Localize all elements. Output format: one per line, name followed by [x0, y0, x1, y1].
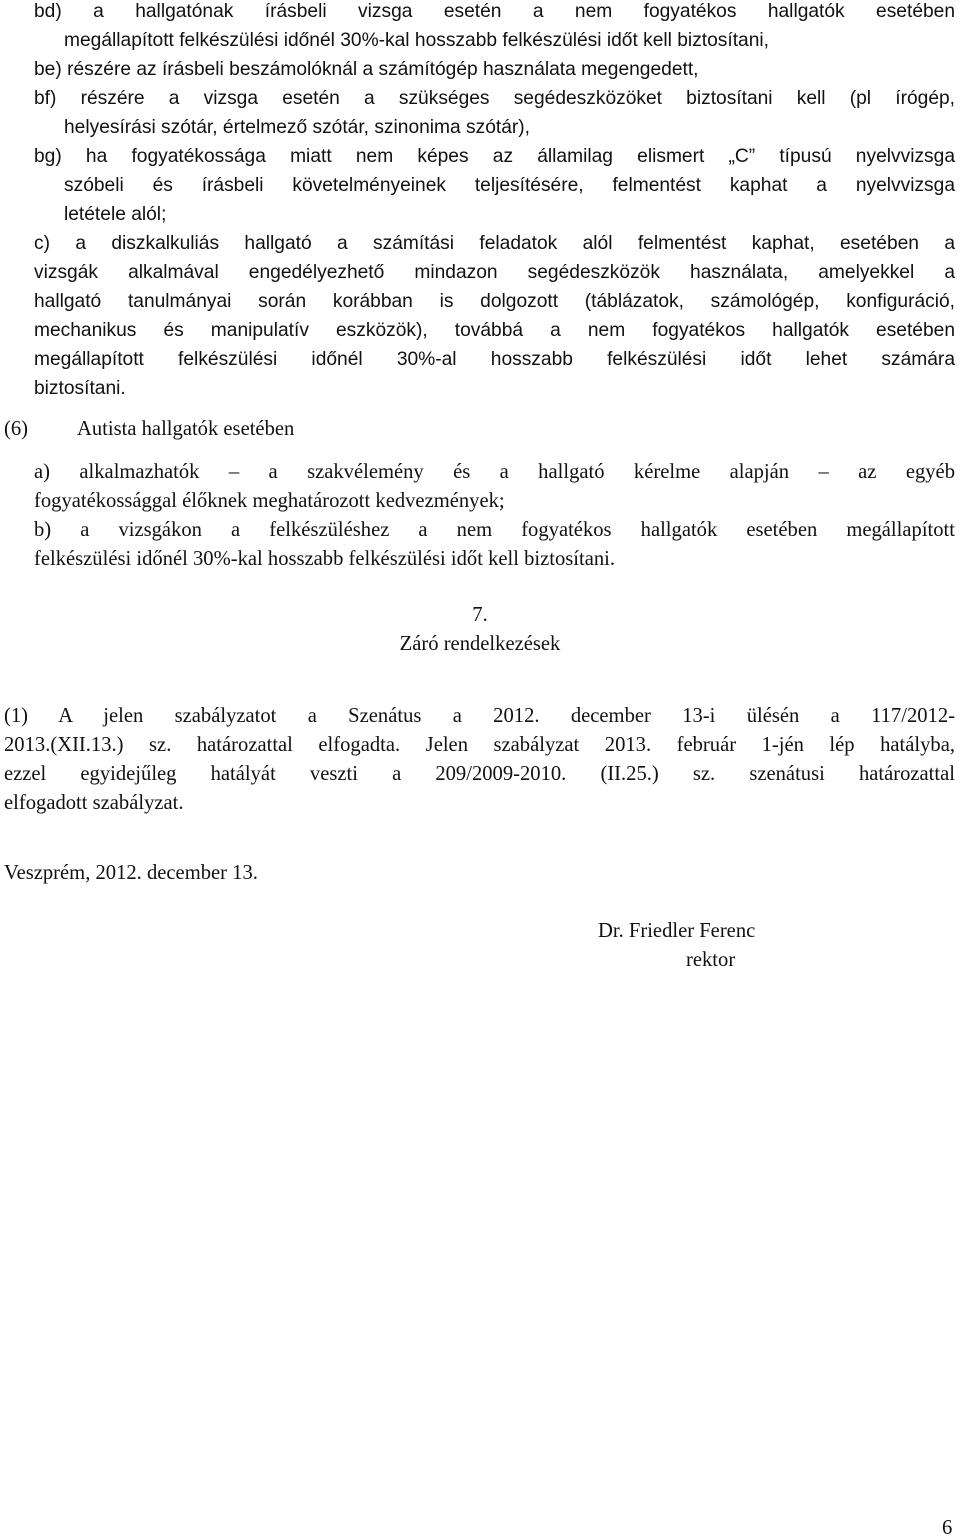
- autism-item-b-line-1: b) a vizsgákon a felkészüléshez a nem fogyatékos hallgatók esetében megállapított: [34, 519, 955, 541]
- paragraph-number: (6): [4, 418, 29, 440]
- section-number: 7.: [472, 604, 488, 626]
- autism-heading: Autista hallgatók esetében: [77, 418, 295, 440]
- item-bg-line-1: bg) ha fogyatékossága miatt nem képes az államilag elismert „C” típusú nyelvvizsga: [34, 146, 955, 167]
- item-bf-line-1: bf) részére a vizsga esetén a szükséges segédeszközöket biztosítani kell (pl írógép,: [34, 88, 955, 109]
- signatory-title: rektor: [686, 949, 736, 971]
- closing-para-line-1: (1) A jelen szabályzatot a Szenátus a 2012. december 13-i ülésén a 117/2012-: [4, 705, 955, 727]
- section-title: Záró rendelkezések: [399, 633, 561, 655]
- item-c-line-2: vizsgák alkalmával engedélyezhető mindazon segédeszközök használata, amelyekkel a: [34, 262, 955, 283]
- closing-para-line-3: ezzel egyidejűleg hatályát veszti a 209/2009-2010. (II.25.) sz. szenátusi határozattal: [4, 763, 955, 785]
- item-bf-line-2: helyesírási szótár, értelmező szótár, szinonima szótár),: [64, 117, 531, 138]
- item-c-line-5: megállapított felkészülési időnél 30%-al hosszabb felkészülési időt lehet számára: [34, 349, 955, 370]
- closing-para-line-4: elfogadott szabályzat.: [4, 792, 184, 814]
- closing-para-line-2: 2013.(XII.13.) sz. határozattal elfogadta. Jelen szabályzat 2013. február 1-jén lép hatályba,: [4, 734, 955, 756]
- item-bd-line-2: megállapított felkészülési időnél 30%-kal hosszabb felkészülési időt kell biztosítani,: [64, 30, 769, 51]
- autism-item-a-line-1: a) alkalmazhatók – a szakvélemény és a hallgató kérelme alapján – az egyéb: [34, 461, 955, 483]
- signatory-name: Dr. Friedler Ferenc: [598, 920, 756, 942]
- place-date: Veszprém, 2012. december 13.: [4, 862, 258, 884]
- item-bd-line-1: bd) a hallgatónak írásbeli vizsga esetén a nem fogyatékos hallgatók esetében: [34, 1, 955, 22]
- item-c-line-6: biztosítani.: [34, 378, 126, 399]
- item-c-line-3: hallgató tanulmányai során korábban is dolgozott (táblázatok, számológép, konfiguráció,: [34, 291, 955, 312]
- item-c-line-4: mechanikus és manipulatív eszközök), továbbá a nem fogyatékos hallgatók esetében: [34, 320, 955, 341]
- item-c-line-1: c) a diszkalkuliás hallgató a számítási feladatok alól felmentést kaphat, esetében a: [34, 233, 955, 254]
- item-be: be) részére az írásbeli beszámolóknál a számítógép használata megengedett,: [34, 59, 699, 80]
- page-number: 6: [942, 1517, 953, 1539]
- item-bg-line-2: szóbeli és írásbeli követelményeinek teljesítésére, felmentést kaphat a nyelvvizsga: [64, 175, 955, 196]
- item-bg-line-3: letétele alól;: [64, 204, 167, 225]
- autism-item-a-line-2: fogyatékossággal élőknek meghatározott kedvezmények;: [34, 490, 505, 512]
- autism-item-b-line-2: felkészülési időnél 30%-kal hosszabb felkészülési időt kell biztosítani.: [34, 548, 616, 570]
